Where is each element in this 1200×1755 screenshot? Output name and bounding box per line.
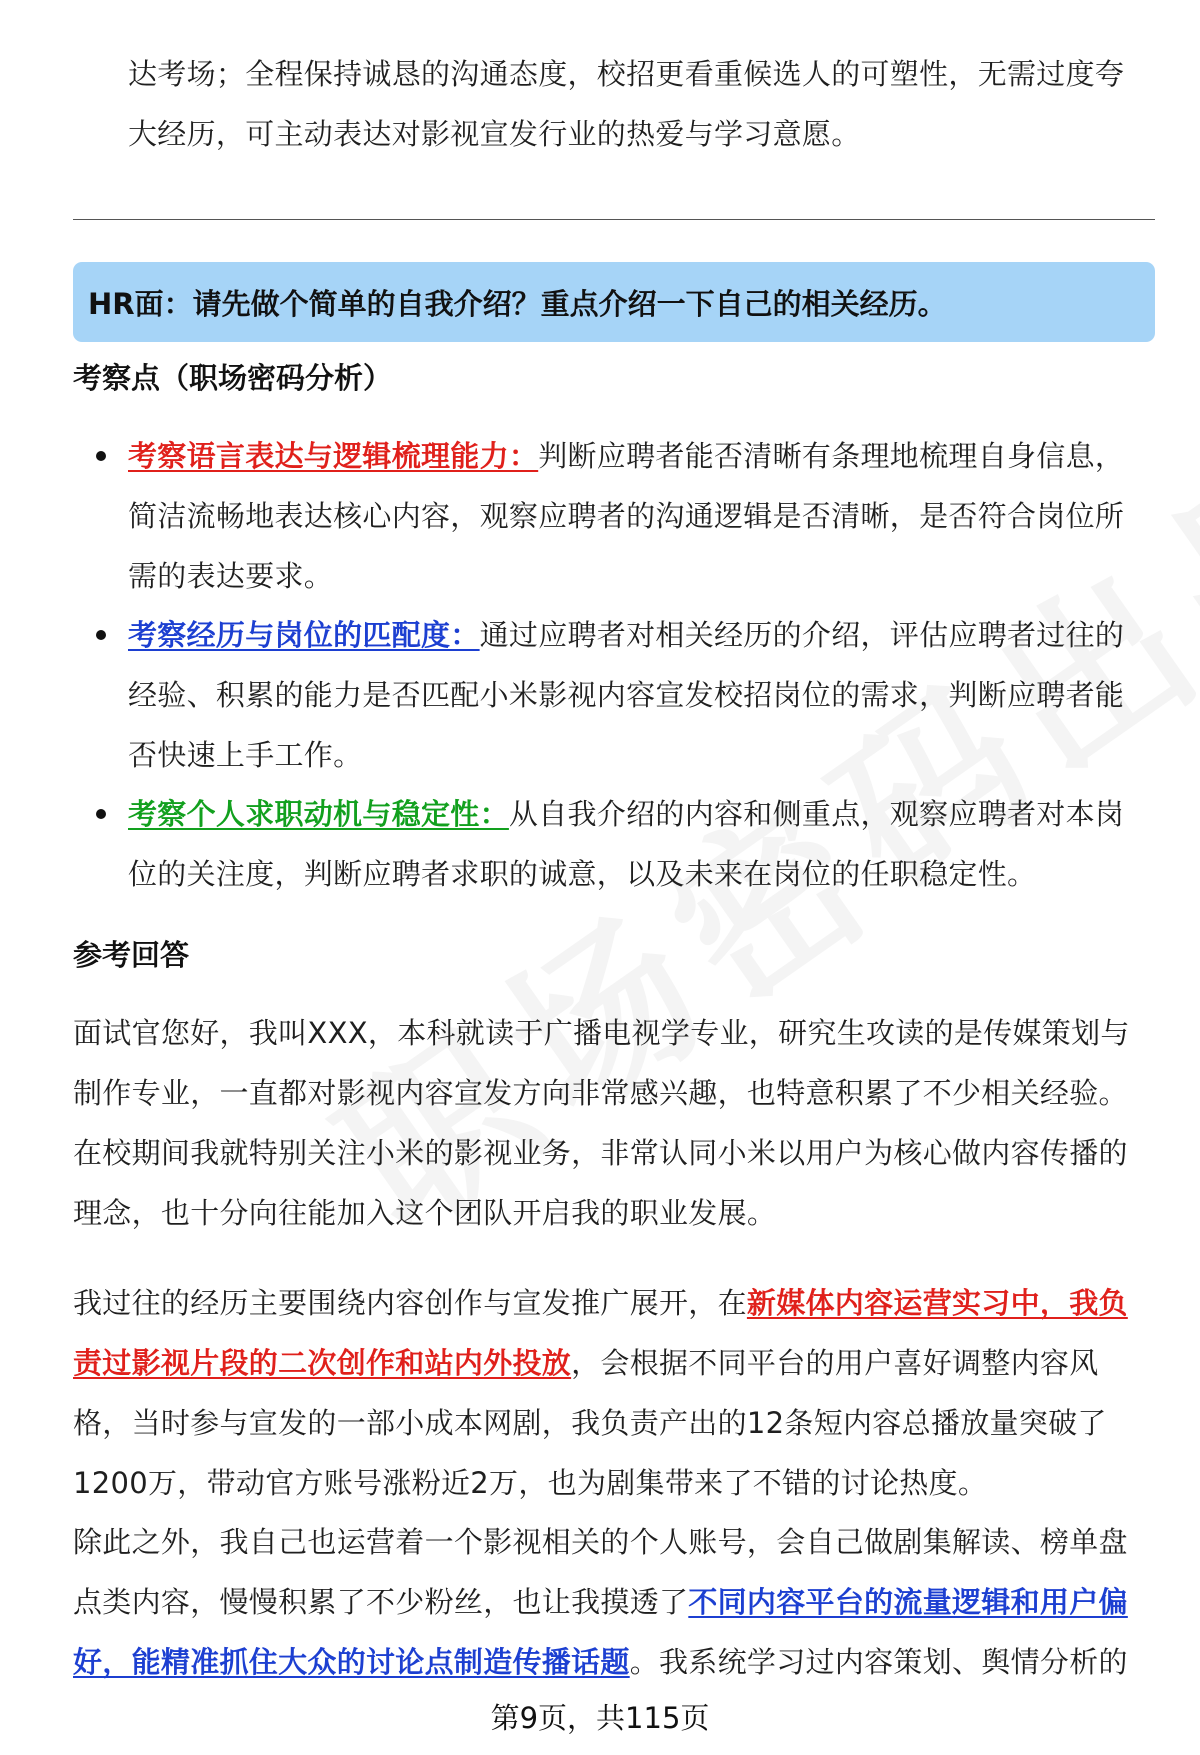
question-box <box>73 262 1155 342</box>
bullet-label: 考察语言表达与逻辑梳理能力： <box>128 439 539 473</box>
answer-p2-pre: 我过往的经历主要围绕内容创作与宣发推广展开，在 <box>73 1286 747 1320</box>
page-footer: 第9页，共115页 <box>490 1701 710 1735</box>
section-title-analysis: 考察点（职场密码分析） <box>73 361 393 395</box>
answer-p3-highlight: 不同内容平台的流量逻辑和用户偏好，能精准抓住大众的讨论点制造传播话题 <box>73 1585 1128 1679</box>
bullet-dot-icon <box>96 809 106 819</box>
bullet-item <box>128 605 1148 785</box>
bullet-label: 考察个人求职动机与稳定性： <box>128 797 509 831</box>
question-text: HR面：请先做个简单的自我介绍？重点介绍一下自己的相关经历。 <box>88 286 947 321</box>
answer-paragraph-3 <box>73 1512 1148 1692</box>
answer-p3-post: 。我系统学习过内容策划、舆情分析的 <box>629 1645 1128 1679</box>
intro-line-2: 大经历，可主动表达对影视宣发行业的热爱与学习意愿。 <box>128 117 861 151</box>
bullet-text: 判断应聘者能否清晰有条理地梳理自身信息，简洁流畅地表达核心内容，观察应聘者的沟通逻辑是否清晰，是否符合岗位所需的表达要求。 <box>128 439 1125 593</box>
bullet-item <box>128 784 1148 904</box>
bullet-text: 通过应聘者对相关经历的介绍，评估应聘者过往的经验、积累的能力是否匹配小米影视内容宣发校招岗位的需求，判断应聘者能否快速上手工作。 <box>128 618 1125 772</box>
answer-p3-pre: 除此之外，我自己也运营着一个影视相关的个人账号，会自己做剧集解读、榜单盘点类内容，慢慢积累了不少粉丝，也让我摸透了 <box>73 1525 1128 1619</box>
bullet-dot-icon <box>96 630 106 640</box>
answer-p2-post: ，会根据不同平台的用户喜好调整内容风格，当时参与宣发的一部小成本网剧，我负责产出的12条短内容总播放量突破了1200万，带动官方账号涨粉近2万，也为剧集带来了不错的讨论热度。 <box>73 1346 1107 1500</box>
section-title-answer: 参考回答 <box>73 938 190 972</box>
bullet-item <box>128 426 1148 606</box>
section-divider <box>73 219 1155 220</box>
intro-paragraph <box>128 44 1148 164</box>
bullet-label: 考察经历与岗位的匹配度： <box>128 618 480 652</box>
bullet-dot-icon <box>96 451 106 461</box>
answer-paragraph-1: 面试官您好，我叫XXX，本科就读于广播电视学专业，研究生攻读的是传媒策划与制作专业，一直都对影视内容宣发方向非常感兴趣，也特意积累了不少相关经验。在校期间我就特别关注小米的影视业务，非常认同小米以用户为核心做内容传播的理念，也十分向往能加入这个团队开启我的职业发展。 <box>73 1016 1130 1230</box>
answer-p2-highlight: 新媒体内容运营实习中，我负责过影视片段的二次创作和站内外投放 <box>73 1286 1128 1380</box>
bullet-text: 从自我介绍的内容和侧重点，观察应聘者对本岗位的关注度，判断应聘者求职的诚意，以及未来在岗位的任职稳定性。 <box>128 797 1125 891</box>
answer-paragraph-2 <box>73 1273 1148 1513</box>
intro-line-1: 达考场；全程保持诚恳的沟通态度，校招更看重候选人的可塑性，无需过度夸 <box>128 57 1125 91</box>
